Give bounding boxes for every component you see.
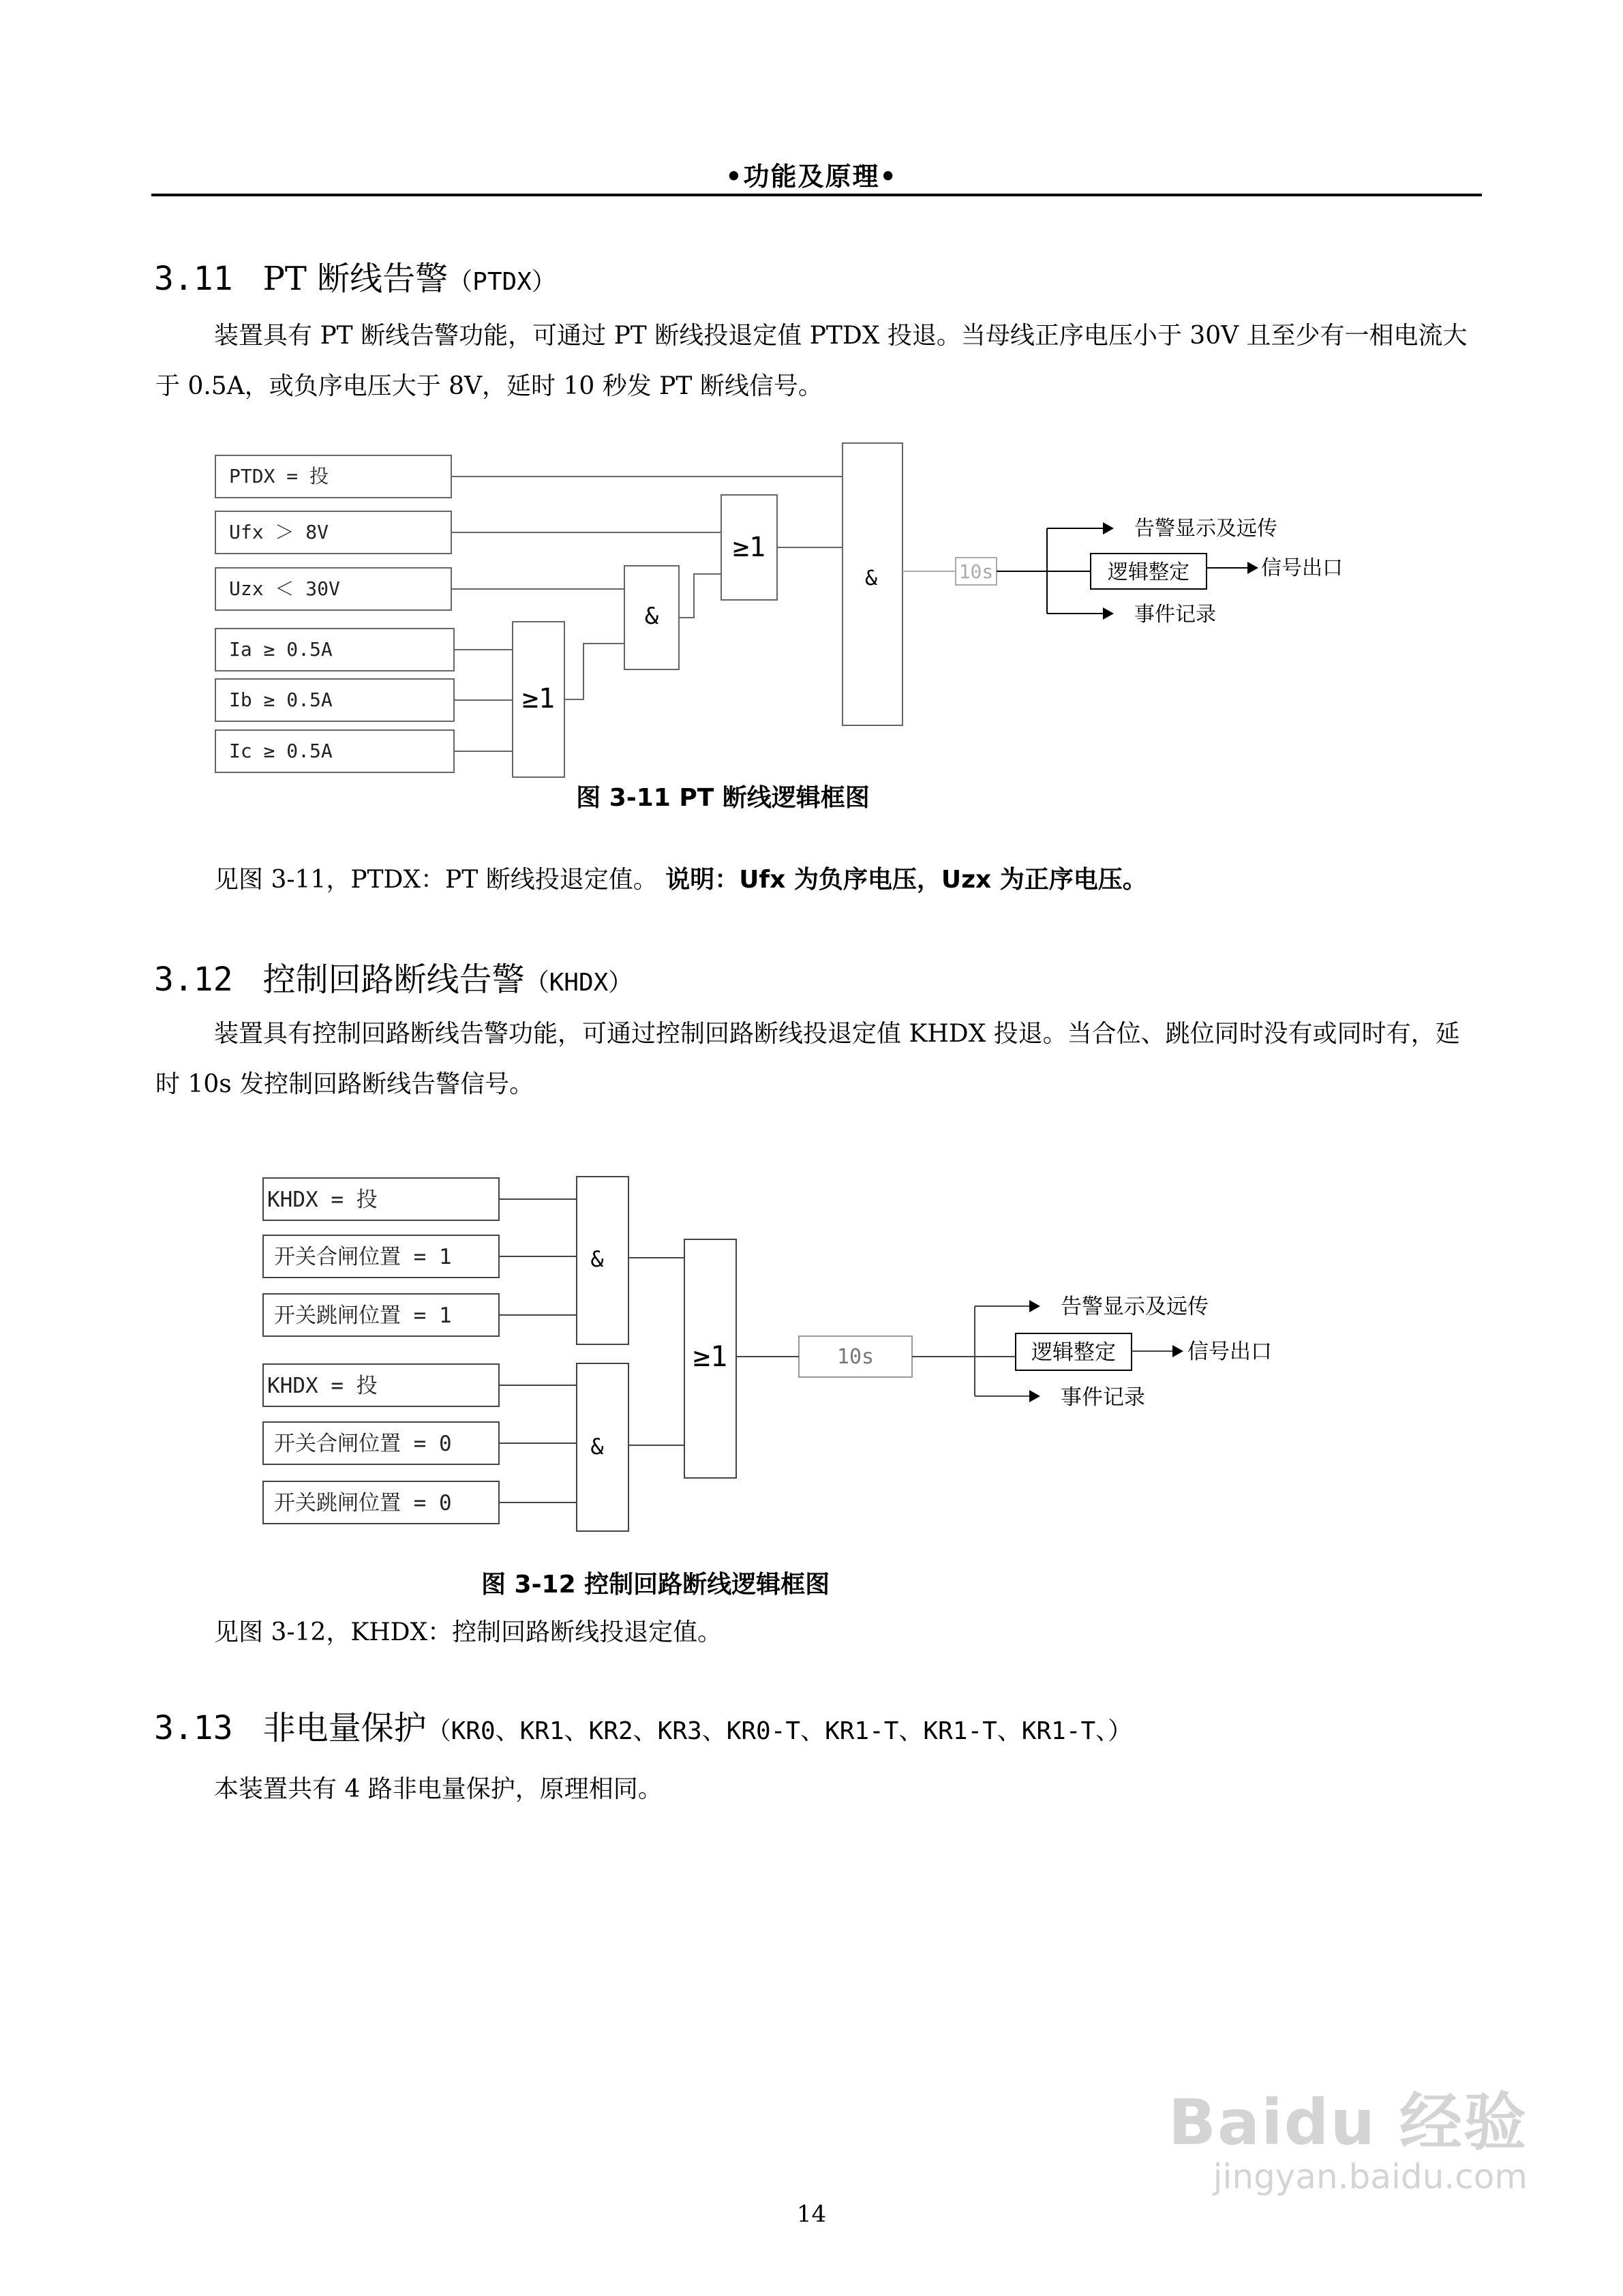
- figure-3-12-note: 见图 3-12，KHDX：控制回路断线投退定值。: [214, 1618, 723, 1646]
- watermark: [1168, 2072, 1528, 2196]
- gate-and-2-label: &: [590, 1434, 604, 1460]
- note-text: 见图 3-11，PTDX：PT 断线投退定值。: [214, 866, 658, 894]
- section-3-13-paragraph: 本装置共有 4 路非电量保护，原理相同。: [214, 1775, 663, 1803]
- section-code: （KHDX）: [524, 969, 633, 997]
- logic-setting-label: 逻辑整定: [1108, 560, 1189, 584]
- out-signal-label-2: 信号出口: [1187, 1340, 1272, 1364]
- arrow-event: [1103, 607, 1114, 620]
- figure-3-11-note: [214, 860, 1147, 895]
- gate-and-small-label: &: [644, 603, 659, 630]
- section-number: 3.13: [154, 1709, 233, 1747]
- section-3-11-paragraph: 装置具有 PT 断线告警功能，可通过 PT 断线投退定值 PTDX 投退。当母线正序电压小于 30V 且至少有一相电流大于 0.5A，或负序电压大于 8V，延时 10 秒发 PT 断线信号。: [155, 322, 1468, 400]
- watermark-url: jingyan.baidu.com: [1213, 2157, 1528, 2196]
- input-label-b0: KHDX = 投: [267, 1188, 378, 1212]
- arrow-signal-2: [1172, 1345, 1183, 1357]
- input-label-b4: 开关合闸位置 = 0: [274, 1432, 452, 1456]
- gate-and-1-label: &: [590, 1246, 604, 1272]
- gate-or-small-label: ≥1: [521, 683, 556, 714]
- arrow-alarm: [1103, 522, 1114, 534]
- section-title: 非电量保护: [262, 1709, 427, 1747]
- out-signal-label: 信号出口: [1261, 556, 1343, 580]
- input-label-3: Ia ≥ 0.5A: [229, 638, 333, 661]
- out-alarm-label-2: 告警显示及远传: [1061, 1295, 1209, 1319]
- figure-3-11-caption: 图 3-11 PT 断线逻辑框图: [576, 784, 870, 812]
- out-alarm-label: 告警显示及远传: [1134, 517, 1277, 541]
- gate-or-label: ≥1: [693, 1340, 728, 1373]
- gate-or-mid-label: ≥1: [732, 532, 766, 563]
- input-label-1: Ufx ＞ 8V: [229, 521, 329, 543]
- out-event-label: 事件记录: [1134, 603, 1216, 626]
- section-number: 3.11: [154, 260, 233, 298]
- input-label-b2: 开关跳闸位置 = 1: [274, 1303, 452, 1328]
- section-3-12-heading: [154, 953, 633, 1000]
- section-number: 3.12: [154, 961, 233, 999]
- page-number: 14: [796, 2201, 827, 2228]
- logic-setting-label-2: 逻辑整定: [1031, 1340, 1116, 1365]
- page-header-title: •功能及原理•: [725, 162, 898, 192]
- figure-3-12-caption: 图 3-12 控制回路断线逻辑框图: [481, 1571, 830, 1599]
- out-event-label-2: 事件记录: [1061, 1385, 1145, 1410]
- note-bold-text: 说明：Ufx 为负序电压，Uzx 为正序电压。: [665, 866, 1147, 894]
- arrow-event-2: [1029, 1390, 1040, 1402]
- arrow-signal: [1247, 562, 1258, 574]
- input-label-b3: KHDX = 投: [267, 1374, 378, 1398]
- input-label-2: Uzx ＜ 30V: [229, 577, 340, 600]
- input-label-4: Ib ≥ 0.5A: [229, 689, 333, 711]
- delay-label: 10s: [958, 560, 994, 583]
- section-code: （PTDX）: [448, 268, 556, 296]
- section-title: PT 断线告警: [262, 260, 449, 298]
- arrow-alarm-2: [1029, 1300, 1040, 1312]
- input-label-b5: 开关跳闸位置 = 0: [274, 1491, 452, 1515]
- delay-label-2: 10s: [836, 1345, 875, 1369]
- section-code: （KR0、KR1、KR2、KR3、KR0-T、KR1-T、KR1-T、KR1-T、）: [426, 1717, 1133, 1745]
- watermark-brand: Baidu 经验: [1168, 2086, 1528, 2159]
- input-label-0: PTDX = 投: [229, 465, 329, 487]
- input-label-5: Ic ≥ 0.5A: [229, 740, 333, 762]
- gate-and-big-label: &: [864, 567, 878, 590]
- section-3-12-paragraph: 装置具有控制回路断线告警功能，可通过控制回路断线投退定值 KHDX 投退。当合位、跳位同时没有或同时有，延时 10s 发控制回路断线告警信号。: [155, 1020, 1460, 1098]
- section-title: 控制回路断线告警: [262, 961, 525, 999]
- section-3-13-heading: [154, 1702, 1132, 1749]
- input-label-b1: 开关合闸位置 = 1: [274, 1245, 452, 1269]
